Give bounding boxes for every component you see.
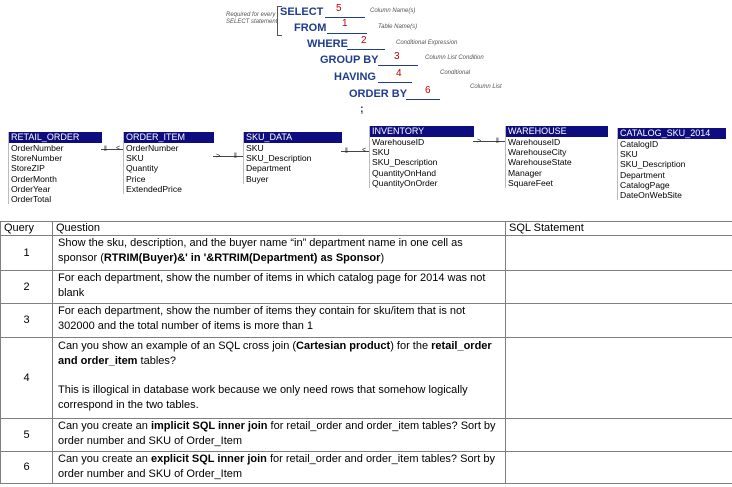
question-text-emphasis: Cartesian product	[296, 340, 391, 352]
field: OrderNumber	[11, 143, 64, 153]
having-blank	[378, 71, 412, 83]
having-note: Conditional	[440, 70, 471, 76]
question-text	[53, 338, 506, 419]
query-number: 2	[1, 271, 53, 304]
question-text	[53, 304, 506, 338]
required-note-2: SELECT statement	[226, 19, 278, 25]
entity-catalog-sku-2014	[617, 128, 726, 200]
field: SKU	[372, 147, 390, 158]
sql-statement-cell[interactable]	[506, 338, 732, 419]
having-number: 4	[396, 68, 402, 79]
sql-statement-cell[interactable]	[506, 452, 732, 484]
field: Buyer	[246, 173, 269, 184]
table-row	[1, 452, 732, 484]
entity-inventory	[369, 126, 474, 188]
field: WarehouseState	[508, 157, 572, 168]
question-text-part: Show the sku, description, and the buyer name “in” department name in one cell as sponsor (	[58, 237, 463, 264]
one-marker: ‖	[345, 148, 348, 155]
field: SKU_Description	[372, 157, 438, 168]
entity-title: WAREHOUSE	[506, 126, 608, 137]
statement-terminator: ;	[360, 103, 364, 115]
keyword-group-by: GROUP BY	[320, 54, 379, 66]
field: Manager	[508, 167, 542, 178]
sql-statement-cell[interactable]	[506, 419, 732, 452]
field: StoreNumber	[11, 153, 63, 164]
query-number: 4	[1, 338, 53, 419]
entity-title: INVENTORY	[370, 126, 474, 137]
question-text-emphasis: RTRIM(Buyer)&' in '&RTRIM(Department) as Sponsor	[103, 252, 381, 264]
field: CatalogID	[620, 139, 659, 149]
select-blank	[325, 6, 365, 18]
order-by-blank	[406, 88, 440, 100]
many-marker: >	[477, 138, 482, 145]
field: SKU_Description	[246, 153, 312, 164]
question-text-part: Can you show an example of an SQL cross join (	[58, 340, 297, 352]
query-number: 1	[1, 236, 53, 271]
field: OrderMonth	[11, 173, 57, 184]
table-row	[1, 419, 732, 452]
field: Quantity	[126, 163, 159, 174]
question-text-part: For each department, show the number of items they contain for sku/item that is not 302000 and the total number of items is more than 1	[58, 305, 466, 332]
order-by-note: Column List	[470, 84, 502, 90]
field: Price	[126, 173, 146, 184]
where-number: 2	[361, 35, 367, 46]
table-row	[1, 271, 732, 304]
sql-statement-cell[interactable]	[506, 271, 732, 304]
field: OrderNumber	[126, 143, 179, 153]
question-text-emphasis: explicit SQL inner join	[150, 453, 267, 465]
group-by-note: Column List Condition	[425, 55, 484, 61]
sql-statement-cell[interactable]	[506, 236, 732, 271]
table-row	[1, 338, 732, 419]
field: DateOnWebSite	[620, 190, 682, 201]
question-text-part: Can you create an	[58, 453, 151, 465]
keyword-order-by: ORDER BY	[349, 88, 408, 100]
table-row	[1, 236, 732, 271]
one-marker: ‖	[496, 138, 499, 145]
question-text	[53, 452, 506, 484]
question-text-part: for retail_order and order_item tables? Sort by order number and SKU of Order_Item	[58, 420, 496, 447]
entity-retail-order	[8, 132, 102, 204]
query-number: 5	[1, 419, 53, 452]
entity-order-item	[123, 132, 214, 194]
field: OrderTotal	[11, 194, 52, 205]
entity-warehouse	[505, 126, 608, 188]
question-text-part: tables?	[137, 355, 176, 367]
question-text-emphasis: retail_order and order_item	[58, 340, 492, 367]
field: SKU_Description	[620, 159, 686, 170]
field: ExtendedPrice	[126, 183, 182, 194]
field: StoreZIP	[11, 163, 45, 174]
keyword-select: SELECT	[280, 6, 324, 18]
one-marker: ‖	[104, 146, 107, 153]
required-note: Required for every	[226, 12, 276, 18]
entity-title: RETAIL_ORDER	[9, 132, 102, 143]
question-text	[53, 271, 506, 304]
from-note: Table Name(s)	[378, 24, 418, 30]
field: SKU	[246, 143, 264, 153]
question-table	[0, 221, 732, 484]
question-text-part: )	[380, 252, 385, 264]
table-row	[1, 304, 732, 338]
field: QuantityOnOrder	[372, 177, 438, 188]
question-text-emphasis: implicit SQL inner join	[150, 420, 268, 432]
many-marker: <	[362, 147, 367, 154]
keyword-from: FROM	[294, 22, 327, 34]
query-number: 3	[1, 304, 53, 338]
table-header-row	[1, 222, 732, 236]
field: SKU	[620, 149, 638, 160]
question-note: This is illogical in database work because we only need rows that somehow logically correspond in the two tables.	[58, 384, 468, 411]
question-text-part: for retail_order and order_item tables? Sort by order number and SKU of Order_Item	[58, 453, 495, 480]
header-question: Question	[53, 222, 506, 236]
field: SquareFeet	[508, 177, 553, 188]
entity-title: ORDER_ITEM	[124, 132, 214, 143]
field: OrderYear	[11, 183, 51, 194]
field: CatalogPage	[620, 179, 670, 190]
question-text	[53, 236, 506, 271]
group-by-number: 3	[394, 51, 400, 62]
select-number: 5	[336, 3, 342, 14]
keyword-where: WHERE	[307, 38, 348, 50]
entity-sku-data	[243, 132, 342, 184]
field: WarehouseCity	[508, 147, 567, 158]
field: SKU	[126, 153, 144, 164]
keyword-having: HAVING	[334, 71, 376, 83]
entity-title: CATALOG_SKU_2014	[618, 128, 726, 139]
one-marker: ‖	[234, 153, 237, 160]
header-sql-statement: SQL Statement	[506, 222, 732, 236]
from-number: 1	[342, 18, 348, 29]
many-marker: <	[116, 145, 121, 152]
many-marker: >	[216, 153, 221, 160]
order-by-number: 6	[425, 85, 431, 96]
question-text-part: For each department, show the number of items in which catalog page for 2014 was not blank	[58, 272, 486, 299]
where-note: Conditional Expression	[396, 40, 458, 46]
select-note: Column Name(s)	[370, 8, 416, 14]
field: Department	[246, 163, 291, 174]
query-number: 6	[1, 452, 53, 484]
sql-statement-cell[interactable]	[506, 304, 732, 338]
field: WarehouseID	[508, 137, 561, 147]
question-text	[53, 419, 506, 452]
header-query: Query	[1, 222, 53, 236]
field: Department	[620, 169, 665, 180]
field: WarehouseID	[372, 137, 425, 147]
field: QuantityOnHand	[372, 167, 437, 178]
question-text-part: Can you create an	[58, 420, 151, 432]
entity-title: SKU_DATA	[244, 132, 342, 143]
question-text-part: ) for the	[390, 340, 432, 352]
